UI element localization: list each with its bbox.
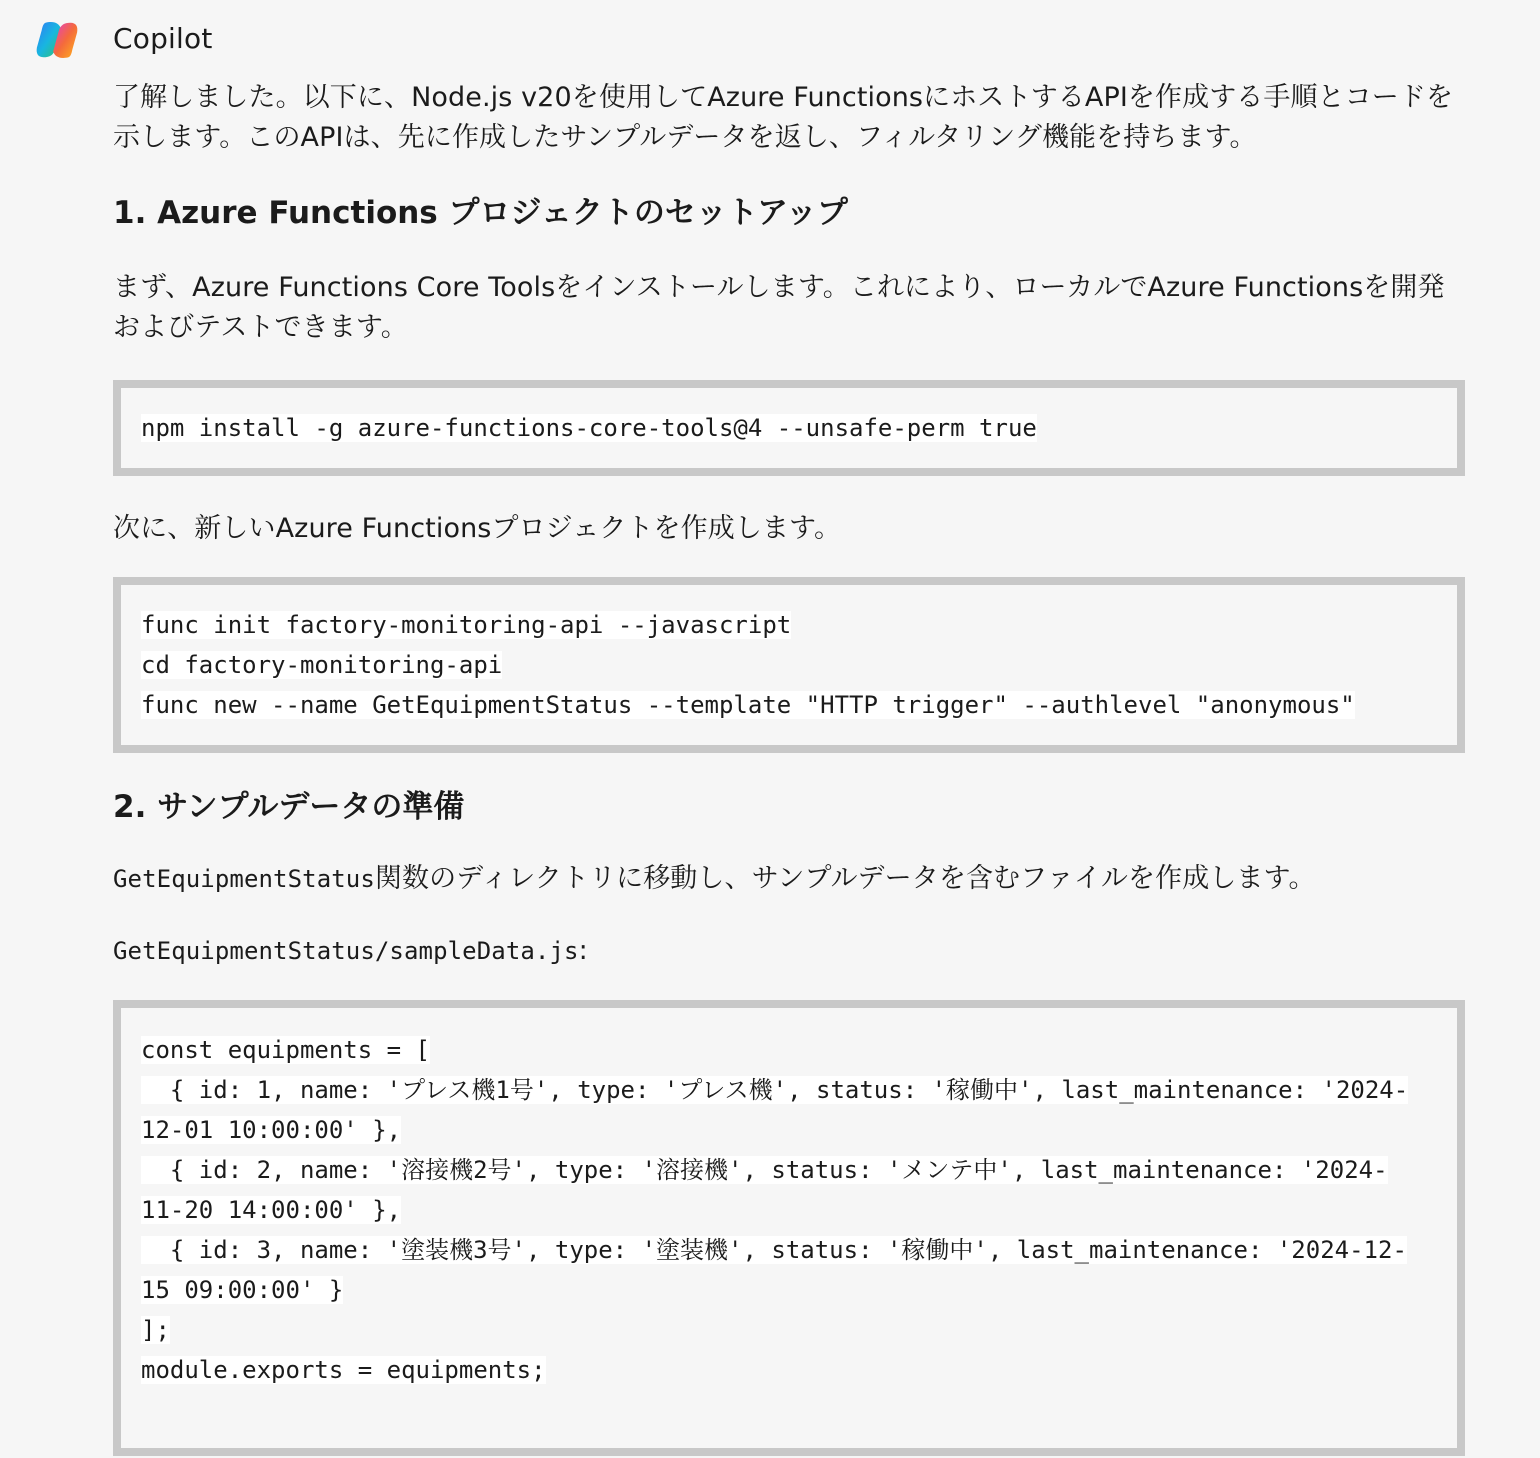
code-line: module.exports = equipments; [141,1356,546,1384]
app-name: Copilot [113,22,213,55]
chat-header [34,16,213,64]
create-project-paragraph: 次に、新しいAzure Functionsプロジェクトを作成します。 [113,513,842,544]
code-line: cd factory-monitoring-api [141,651,503,679]
intro-paragraph: 了解しました。以下に、Node.js v20を使用してAzure FunctionsにホストするAPIを作成する手順とコードを示します。このAPIは、先に作成したサンプルデータを返し、フィルタリング機能を持ちます。 [113,82,1454,153]
file-path-suffix: : [578,935,588,966]
code-line: { id: 1, name: 'プレス機1号', type: 'プレス機', status: '稼働中', last_maintenance: '2024- [141,1076,1409,1104]
code-line: npm install -g azure-functions-core-tools@4 --unsafe-perm true [141,414,1037,442]
code-line: func new --name GetEquipmentStatus --template "HTTP trigger" --authlevel "anonymous" [141,691,1355,719]
code-block-create-project[interactable] [113,577,1465,753]
code-block-sample-data[interactable] [113,1000,1465,1456]
code-line: 15 09:00:00' } [141,1276,344,1304]
code-line: 12-01 10:00:00' }, [141,1116,402,1144]
sample-data-paragraph [113,859,1465,899]
install-paragraph: まず、Azure Functions Core Toolsをインストールします。これにより、ローカルでAzure Functionsを開発およびテストできます。 [113,272,1445,343]
code-line: { id: 2, name: '溶接機2号', type: '溶接機', status: 'メンテ中', last_maintenance: '2024- [141,1156,1388,1184]
file-path-paragraph [113,931,1465,971]
copilot-logo-icon [34,17,80,63]
code-line: func init factory-monitoring-api --javascript [141,611,792,639]
code-block-install[interactable] [113,380,1465,476]
assistant-message [113,78,1465,1456]
section-heading-setup: 1. Azure Functions プロジェクトのセットアップ [113,195,848,231]
paragraph-text: 関数のディレクトリに移動し、サンプルデータを含むファイルを作成します。 [374,863,1316,894]
code-line: { id: 3, name: '塗装機3号', type: '塗装機', status: '稼働中', last_maintenance: '2024-12- [141,1236,1407,1264]
file-path: GetEquipmentStatus/sampleData.js [113,937,579,965]
code-line: ]; [141,1316,170,1344]
inline-code: GetEquipmentStatus [113,865,375,893]
section-heading-sample-data: 2. サンプルデータの準備 [113,789,465,825]
code-line: const equipments = [ [141,1036,430,1064]
code-line: 11-20 14:00:00' }, [141,1196,402,1224]
